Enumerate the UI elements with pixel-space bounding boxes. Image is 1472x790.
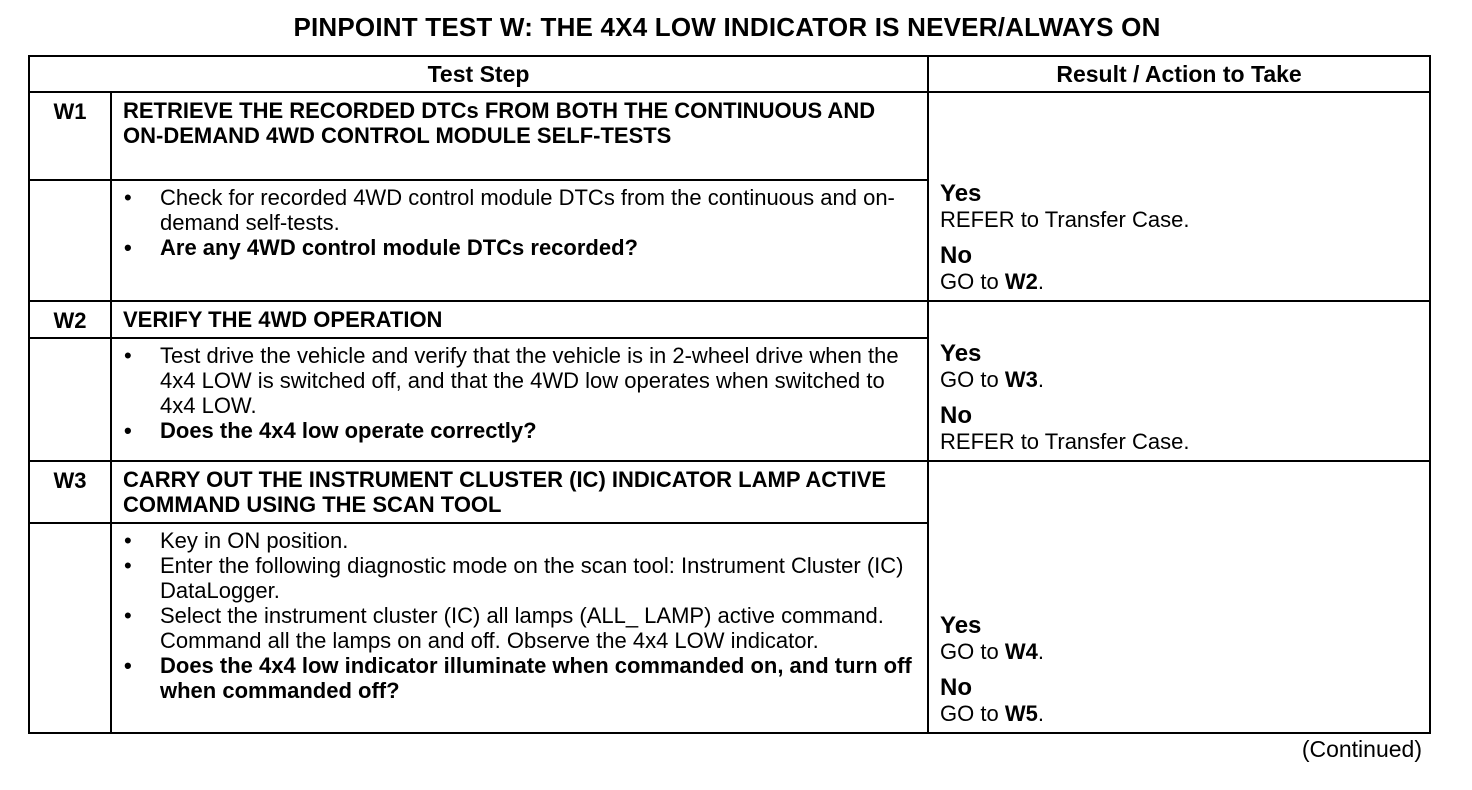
bullet-item: • Test drive the vehicle and verify that the vehicle is in 2-wheel drive when the 4x4 LOW is switched off, and that the 4WD low operates when switched to 4x4 LOW. <box>123 343 917 418</box>
yes-action-w2: GO to W3. <box>940 367 1044 392</box>
bullet-item: • Key in ON position. <box>123 528 917 553</box>
yes-action-w1: REFER to Transfer Case. <box>940 207 1190 232</box>
result-w2 <box>928 301 1430 461</box>
step-w3-title-row <box>29 461 1430 523</box>
step-ref-w3: W3 <box>1004 367 1038 392</box>
step-body-w1 <box>111 180 928 301</box>
result-w1 <box>928 92 1430 301</box>
step-ref-w5: W5 <box>1004 701 1038 726</box>
no-label-w1: No <box>940 242 973 269</box>
step-ref-w4: W4 <box>1004 639 1038 664</box>
bullet-item: • Enter the following diagnostic mode on the scan tool: Instrument Cluster (IC) DataLogger. <box>123 553 917 603</box>
no-action-w3: GO to W5. <box>940 701 1044 726</box>
bullet-item: • Select the instrument cluster (IC) all lamps (ALL_ LAMP) active command. Command all the lamps on and off. Observe the 4x4 LOW indicator. <box>123 603 917 653</box>
step-body-w2 <box>111 338 928 461</box>
continued-label: (Continued) <box>1301 736 1422 762</box>
no-action-w1: GO to W2. <box>940 269 1044 294</box>
step-id-w2: W2 <box>29 301 111 338</box>
step-title-w2: VERIFY THE 4WD OPERATION <box>111 301 928 338</box>
bullet-item: • Check for recorded 4WD control module DTCs from the continuous and on-demand self-tests. <box>123 185 917 235</box>
no-label-w3: No <box>940 674 973 701</box>
no-label-w2: No <box>940 402 973 429</box>
step-w2-title-row <box>29 301 1430 338</box>
step-ref-w2: W2 <box>1004 269 1038 294</box>
step-title-w1: RETRIEVE THE RECORDED DTCs FROM BOTH THE CONTINUOUS AND ON-DEMAND 4WD CONTROL MODULE SELF-TESTS <box>111 92 928 180</box>
pinpoint-test-table <box>28 55 1431 734</box>
step-question-w3: • Does the 4x4 low indicator illuminate when commanded on, and turn off when commanded off? <box>123 653 917 703</box>
step-id-w3: W3 <box>29 461 111 523</box>
step-title-w3: CARRY OUT THE INSTRUMENT CLUSTER (IC) INDICATOR LAMP ACTIVE COMMAND USING THE SCAN TOOL <box>111 461 928 523</box>
result-w3 <box>928 461 1430 733</box>
step-w1-title-row <box>29 92 1430 180</box>
step-id-w1: W1 <box>29 92 111 180</box>
step-body-w3 <box>111 523 928 733</box>
no-action-w2: REFER to Transfer Case. <box>940 429 1190 454</box>
step-question-w1: • Are any 4WD control module DTCs recorded? <box>123 235 917 260</box>
yes-label-w3: Yes <box>940 612 982 639</box>
result-header: Result / Action to Take <box>928 56 1430 92</box>
test-step-header: Test Step <box>29 56 928 92</box>
page-title: PINPOINT TEST W: THE 4X4 LOW INDICATOR IS NEVER/ALWAYS ON <box>293 12 1161 42</box>
yes-action-w3: GO to W4. <box>940 639 1044 664</box>
yes-label-w1: Yes <box>940 180 982 207</box>
step-question-w2: • Does the 4x4 low operate correctly? <box>123 418 917 443</box>
yes-label-w2: Yes <box>940 340 982 367</box>
table-header-row <box>29 56 1430 92</box>
